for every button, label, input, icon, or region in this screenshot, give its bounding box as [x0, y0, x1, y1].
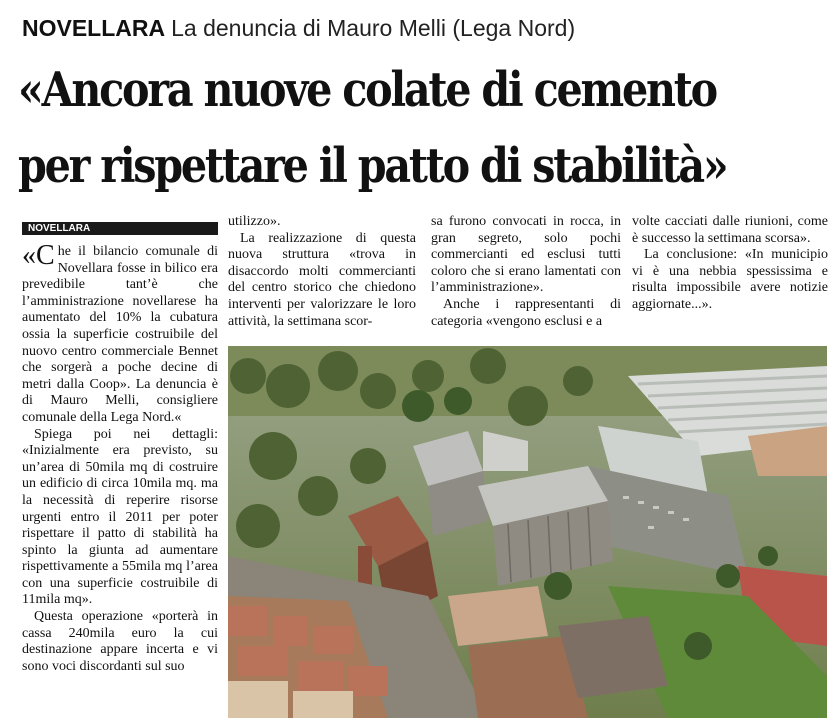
headline — [18, 52, 727, 204]
headline-line-1: «Ancora nuove colate di cemento — [18, 62, 716, 118]
paragraph — [22, 240, 218, 427]
headline-line-2: per rispettare il patto di stabilità» — [18, 138, 727, 194]
paragraph-text: he il bilancio comunale di Novellara fosse in bilico era prevedibile tant’è che l’amministrazione novellarese ha aumentato del 10% la cubatura ossia la superficie costruibile del nuovo centro commerciale Bennet che sorgerà a poche decine di metri dalla Coop». La denuncia è di Mauro Melli, consigliere comunale della Lega Nord.« — [22, 244, 218, 425]
paragraph: volte cacciati dalle riunioni, come è successo la settimana scorsa». — [632, 214, 828, 246]
drop-cap: «C — [22, 240, 55, 271]
paragraph: Spiega poi nei dettagli: «Inizialmente era previsto, su un’area di 50mila mq di costruire un edificio di circa 10mila mq. ma la necessità di reperire risorse urgenti entro il 2011 per poter rispettare il patto di stabilità ha spinto la giunta ad aumentare rispettivamente a 55mila mq l’area con una superficie costruibile di 11mila mq». — [22, 426, 218, 608]
article-column-4 — [632, 214, 828, 314]
article-column-1 — [22, 240, 218, 675]
paragraph: Questa operazione «porterà in cassa 240mila euro la cui destinazione appare incerta e vi sono voci discordanti sul suo — [22, 609, 218, 674]
article-column-3 — [431, 214, 621, 330]
paragraph: sa furono convocati in rocca, in gran segreto, solo pochi commercianti ed esclusi tutti coloro che si erano lamentati con l’amministrazione». — [431, 214, 621, 296]
paragraph: utilizzo». — [228, 214, 281, 229]
kicker — [22, 14, 575, 42]
section-tag: NOVELLARA — [22, 222, 218, 235]
aerial-town-photo — [228, 346, 827, 718]
paragraph: La realizzazione di questa nuova struttura «trova in disaccordo molti commercianti del centro storico che chiedono interventi per valorizzare le loro attività, la settimana scor- — [228, 230, 416, 329]
paragraph: Anche i rappresentanti di categoria «vengono esclusi e a — [431, 296, 621, 329]
article-column-2 — [228, 214, 416, 330]
kicker-subtitle: La denuncia di Mauro Melli (Lega Nord) — [171, 15, 576, 41]
paragraph: La conclusione: «In municipio vi è una nebbia spessissima e risulta impossibile avere notizie aggiornate...». — [632, 247, 828, 312]
kicker-place: NOVELLARA — [22, 15, 166, 41]
